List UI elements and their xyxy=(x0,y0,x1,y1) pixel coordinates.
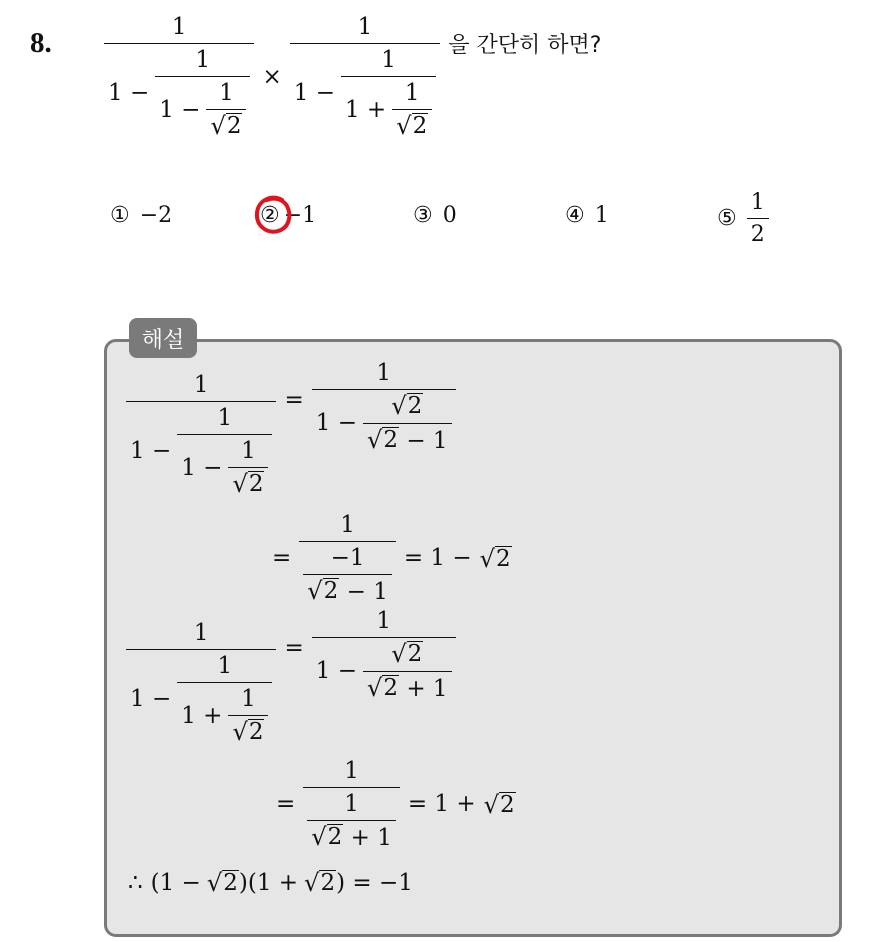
question-number: 8. xyxy=(30,27,52,59)
solution-line-1: 1 1 − 1 1 − 1 √ 2 = 1 1 − √ 2 √ 2 − 1 xyxy=(126,372,456,498)
sqrt-2: √ 2 xyxy=(396,111,428,140)
sqrt-2: √ 2 xyxy=(210,111,242,140)
choice-5[interactable]: ⑤ $\frac{1}{2}$ xyxy=(717,190,769,247)
solution-line-4: = 1 1 √ 2 + 1 = 1 + √ 2 xyxy=(276,758,515,851)
solution-conclusion: ∴ (1 − √ 2 )(1 + √ 2 ) = −1 xyxy=(128,869,413,898)
question-text: 을 간단히 하면? xyxy=(448,33,602,58)
choice-2[interactable]: ② −1 xyxy=(260,203,317,228)
choice-3[interactable]: ③ 0 xyxy=(413,203,457,228)
choice-4[interactable]: ④ 1 xyxy=(565,203,609,228)
question-fraction-1: 1 1 − 1 1 − 1 √ 2 xyxy=(104,14,254,140)
question-expression xyxy=(104,14,601,140)
choice-1[interactable]: ① −2 xyxy=(110,203,173,228)
solution-badge: 해설 xyxy=(129,318,197,358)
question-fraction-2: 1 1 − 1 1 + 1 √ 2 xyxy=(290,14,440,140)
solution-line-2: = 1 −1 √ 2 − 1 = 1 − √ 2 xyxy=(272,512,511,605)
solution-line-3: 1 1 − 1 1 + 1 √ 2 = 1 1 − √ 2 √ 2 + 1 xyxy=(126,620,456,746)
selected-answer-circle xyxy=(252,194,294,236)
times-sign: × xyxy=(262,63,282,90)
